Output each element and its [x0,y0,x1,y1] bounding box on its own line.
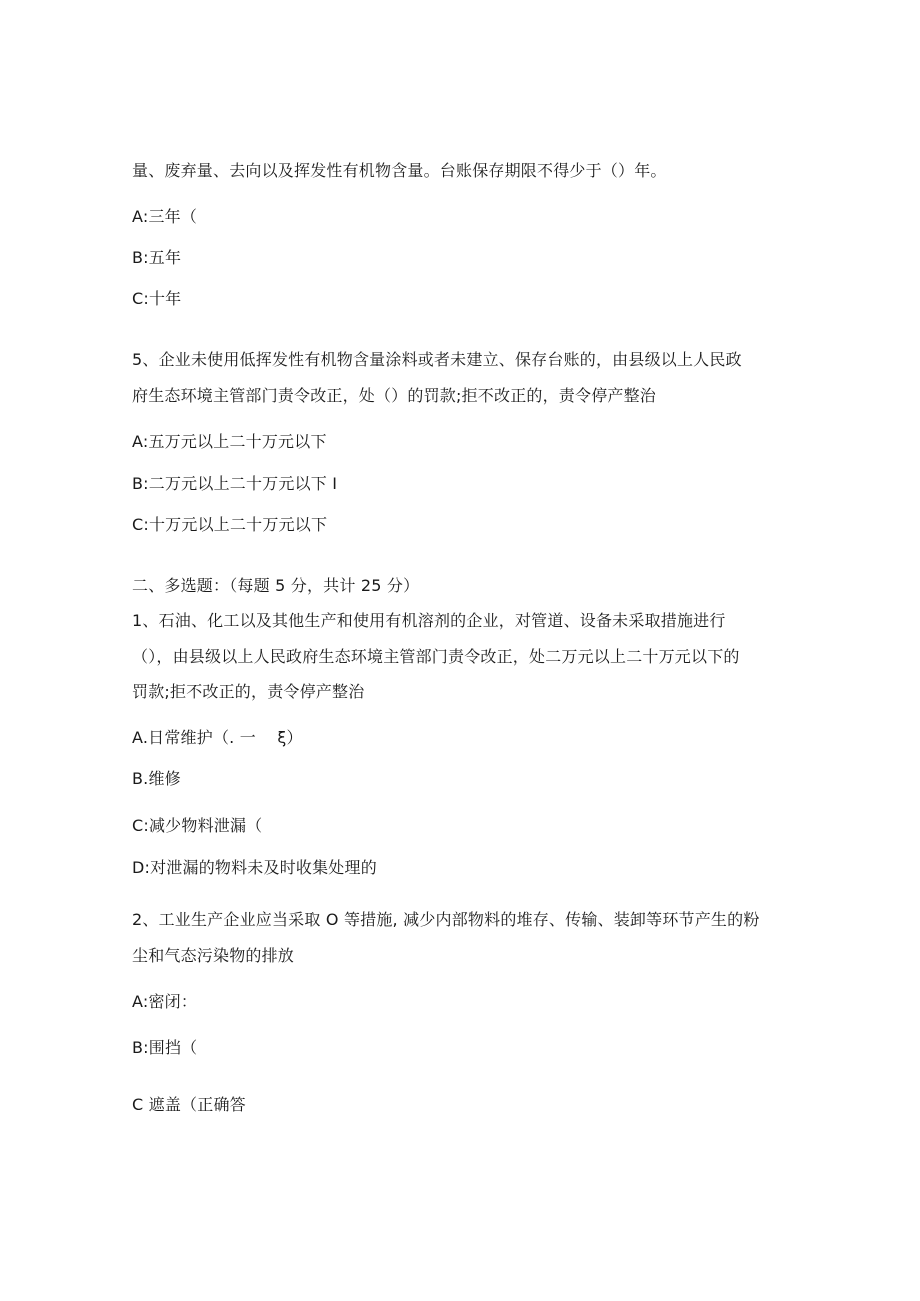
option-d: D:对泄漏的物料未及时收集处理的 [132,858,377,877]
question-stem-line: 1、石油、化工以及其他生产和使用有机溶剂的企业，对管道、设备未采取措施进行 [132,611,726,630]
question-stem-line: 罚款;拒不改正的，责令停产整治 [132,682,365,701]
question-stem-line: 5、企业未使用低挥发性有机物含量涂料或者未建立、保存台账的，由县级以上人民政 [132,350,742,369]
section-heading: 二、多选题：（每题 5 分，共计 25 分） [132,576,420,595]
option-a: A:密闭： [132,992,198,1011]
option-a: A:三年（ [132,207,198,226]
question-stem-line: 量、废弃量、去向以及挥发性有机物含量。台账保存期限不得少于（）年。 [132,161,667,180]
option-c: C 遮盖（正确答 [132,1095,246,1114]
question-stem-line: 府生态环境主管部门责令改正，处（）的罚款;拒不改正的，责令停产整治 [132,386,656,405]
question-stem-line: （），由县级以上人民政府生态环境主管部门责令改正，处二万元以上二十万元以下的 [132,647,740,666]
option-c: C:十万元以上二十万元以下 [132,515,328,534]
option-b: B:二万元以上二十万元以下 I [132,474,338,493]
option-c: C:减少物料泄漏（ [132,816,263,835]
option-b: B:围挡（ [132,1038,198,1057]
option-b: B.维修 [132,769,181,788]
question-stem-line: 2、工业生产企业应当采取 O 等措施, 减少内部物料的堆存、传输、装卸等环节产生的粉 [132,910,760,929]
option-c: C:十年 [132,289,182,308]
option-a: A.日常维护（. 一 ξ） [132,728,303,747]
question-stem-line: 尘和气态污染物的排放 [132,946,295,965]
option-b: B:五年 [132,248,182,267]
option-a: A:五万元以上二十万元以下 [132,432,327,451]
